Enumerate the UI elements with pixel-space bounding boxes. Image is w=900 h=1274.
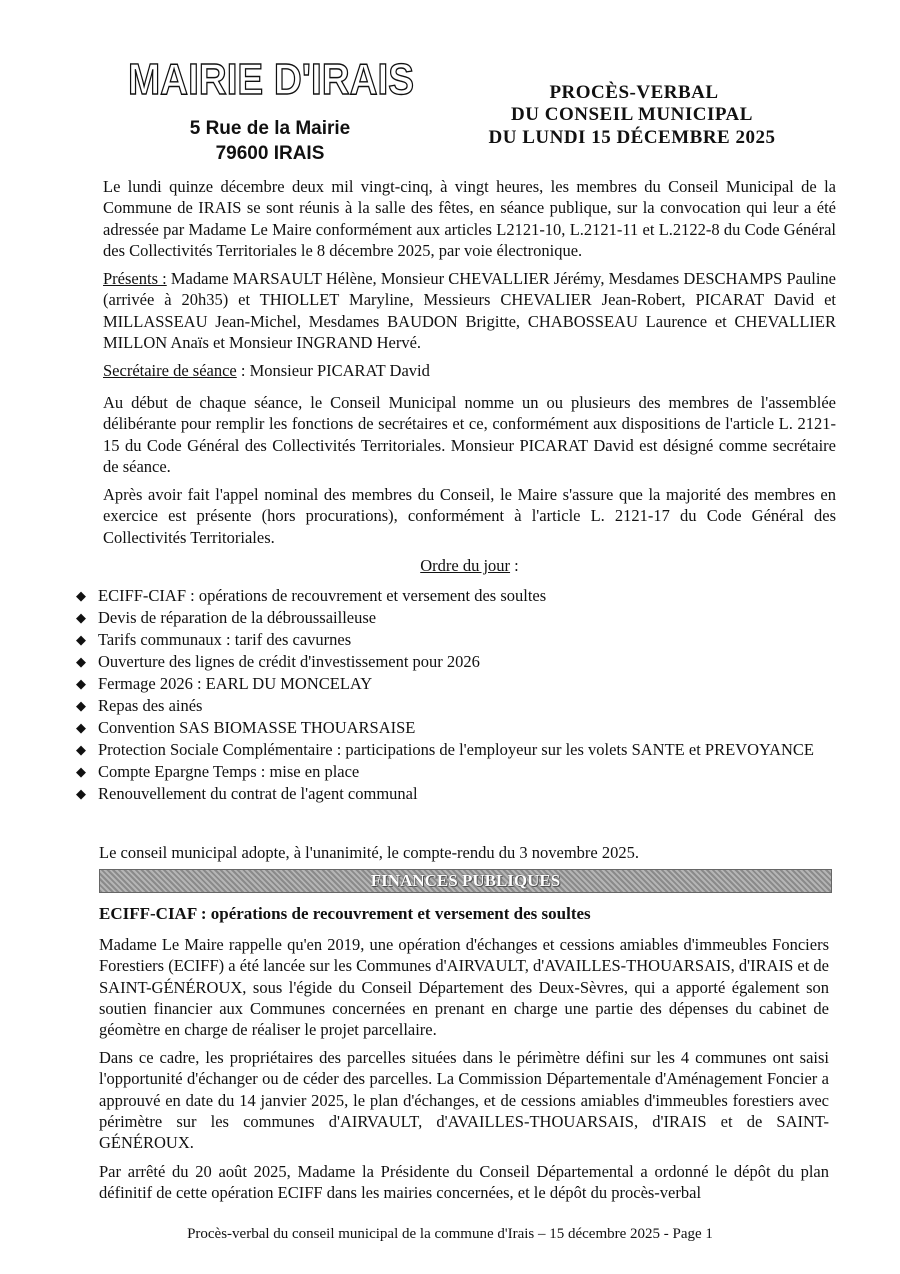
agenda-item xyxy=(76,696,816,715)
logo-text: MAIRIE D'IRAIS xyxy=(128,55,414,104)
session-secretary-label: Secrétaire de séance xyxy=(103,361,237,380)
agenda-item xyxy=(76,652,816,671)
diamond-bullet-icon: ◆ xyxy=(76,764,86,779)
agenda-item xyxy=(76,630,816,649)
page-footer: Procès-verbal du conseil municipal de la commune d'Irais – 15 décembre 2025 - Page 1 xyxy=(187,1226,713,1242)
agenda-item xyxy=(76,674,816,693)
agenda-item-text: ECIFF-CIAF : opérations de recouvrement et versement des soultes xyxy=(98,586,547,605)
attendees-label: Présents : xyxy=(103,269,167,288)
section-paragraph: Par arrêté du 20 août 2025, Madame la Présidente du Conseil Départemental a ordonné le dépôt du plan définitif de cette opération ECIFF dans les mairies concernées, et le dépôt du procès-verbal xyxy=(99,1162,829,1203)
agenda-item xyxy=(76,740,816,759)
agenda-item-text: Repas des ainés xyxy=(98,696,203,715)
agenda-item-text: Protection Sociale Complémentaire : participations de l'employeur sur les volets SANTE et PREVOYANCE xyxy=(98,740,815,759)
agenda-item-heading: ECIFF-CIAF : opérations de recouvrement et versement des soultes xyxy=(99,904,591,923)
document-title-line-1: PROCÈS-VERBAL xyxy=(549,82,719,103)
diamond-bullet-icon: ◆ xyxy=(76,676,86,691)
address-city: 79600 IRAIS xyxy=(215,143,325,164)
agenda-item-text: Compte Epargne Temps : mise en place xyxy=(98,762,360,781)
diamond-bullet-icon: ◆ xyxy=(76,698,86,713)
diamond-bullet-icon: ◆ xyxy=(76,632,86,647)
agenda-item xyxy=(76,718,816,737)
attendees-list: Madame MARSAULT Hélène, Monsieur CHEVALLIER Jérémy, Mesdames DESCHAMPS Pauline (arrivée à 20h35) et THIOLLET Maryline, Messieurs CHEVALIER Jean-Robert, PICARAT David et MILLASSEAU Jean-Michel, Mesdames BAUDON Brigitte, CHABOSSEAU Laurence et CHEVALLIER MILLON Anaïs et Monsieur INGRAND Hervé. xyxy=(103,269,836,352)
agenda-title xyxy=(103,556,836,576)
agenda-item xyxy=(76,784,816,803)
session-secretary xyxy=(103,360,836,381)
section-paragraph: Madame Le Maire rappelle qu'en 2019, une opération d'échanges et cessions amiables d'immeubles Fonciers Forestiers (ECIFF) a été lancée sur les Communes d'AIRVAULT, d'AVAILLES-THOUARSAIS, d'IRAIS et de SAINT-GÉNÉROUX, sous l'égide du Conseil Département des Deux-Sèvres, qui a apporté également son soutien financier aux Communes concernées en prenant en charge une partie des dépenses du cabinet de géomètre en charge de réaliser le projet parcellaire. xyxy=(99,935,829,1040)
diamond-bullet-icon: ◆ xyxy=(76,654,86,669)
section-banner-title: FINANCES PUBLIQUES xyxy=(370,871,561,890)
agenda-item xyxy=(76,608,816,627)
diamond-bullet-icon: ◆ xyxy=(76,742,86,757)
intro-paragraph: Le lundi quinze décembre deux mil vingt-cinq, à vingt heures, les membres du Conseil Municipal de la Commune de IRAIS se sont réunis à la salle des fêtes, en séance publique, sur la convocation qui leur a été adressée par Madame Le Maire conformément aux articles L2121-10, L.2121-11 et L.2122-8 du Code Général des Collectivités Territoriales le 8 décembre 2025, par voie électronique. xyxy=(103,177,836,260)
agenda-item-text: Convention SAS BIOMASSE THOUARSAISE xyxy=(98,718,416,737)
quorum-paragraph: Après avoir fait l'appel nominal des membres du Conseil, le Maire s'assure que la majorité des membres en exercice est présente (hors procurations), conformément à l'article L. 2121-17 du Code Général des Collectivités Territoriales. xyxy=(103,485,836,547)
agenda-item xyxy=(76,586,816,605)
agenda-item-text: Tarifs communaux : tarif des cavurnes xyxy=(98,630,352,649)
diamond-bullet-icon: ◆ xyxy=(76,720,86,735)
agenda-item-text: Fermage 2026 : EARL DU MONCELAY xyxy=(98,674,373,693)
document-title-line-3: DU LUNDI 15 DÉCEMBRE 2025 xyxy=(488,127,776,148)
minutes-adoption: Le conseil municipal adopte, à l'unanimité, le compte-rendu du 3 novembre 2025. xyxy=(99,843,639,862)
address-street: 5 Rue de la Mairie xyxy=(189,118,351,139)
secretary-appointment-paragraph: Au début de chaque séance, le Conseil Municipal nomme un ou plusieurs des membres de l'assemblée délibérante pour remplir les fonctions de secrétaires et ce, conformément aux dispositions de l'article L. 2121-15 du Code Général des Collectivités Territoriales. Monsieur PICARAT David est désigné comme secrétaire de séance. xyxy=(103,393,836,476)
diamond-bullet-icon: ◆ xyxy=(76,786,86,801)
agenda-item-text: Renouvellement du contrat de l'agent communal xyxy=(98,784,418,803)
session-secretary-name: : Monsieur PICARAT David xyxy=(236,361,430,380)
document-title-line-2: DU CONSEIL MUNICIPAL xyxy=(511,104,753,125)
attendees-paragraph xyxy=(103,268,836,353)
agenda-list xyxy=(76,586,816,806)
mairie-logo xyxy=(126,55,416,104)
agenda-title-text: Ordre du jour xyxy=(420,556,511,575)
agenda-item-text: Devis de réparation de la débroussailleuse xyxy=(98,608,377,627)
agenda-item xyxy=(76,762,816,781)
diamond-bullet-icon: ◆ xyxy=(76,588,86,603)
section-banner xyxy=(99,869,832,893)
agenda-item-text: Ouverture des lignes de crédit d'investissement pour 2026 xyxy=(98,652,480,671)
section-paragraph: Dans ce cadre, les propriétaires des parcelles situées dans le périmètre défini sur les 4 communes ont saisi l'opportunité d'échanger ou de céder des parcelles. La Commission Départementale d'Aménagement Foncier a approuvé en date du 14 janvier 2025, le plan d'échanges, et de cessions amiables d'immeubles forestiers avec périmètre sur les communes d'AIRVAULT, d'AVAILLES-THOUARSAIS, d'IRAIS et de SAINT-GÉNÉROUX. xyxy=(99,1048,829,1153)
diamond-bullet-icon: ◆ xyxy=(76,610,86,625)
agenda-title-colon: : xyxy=(510,556,519,575)
